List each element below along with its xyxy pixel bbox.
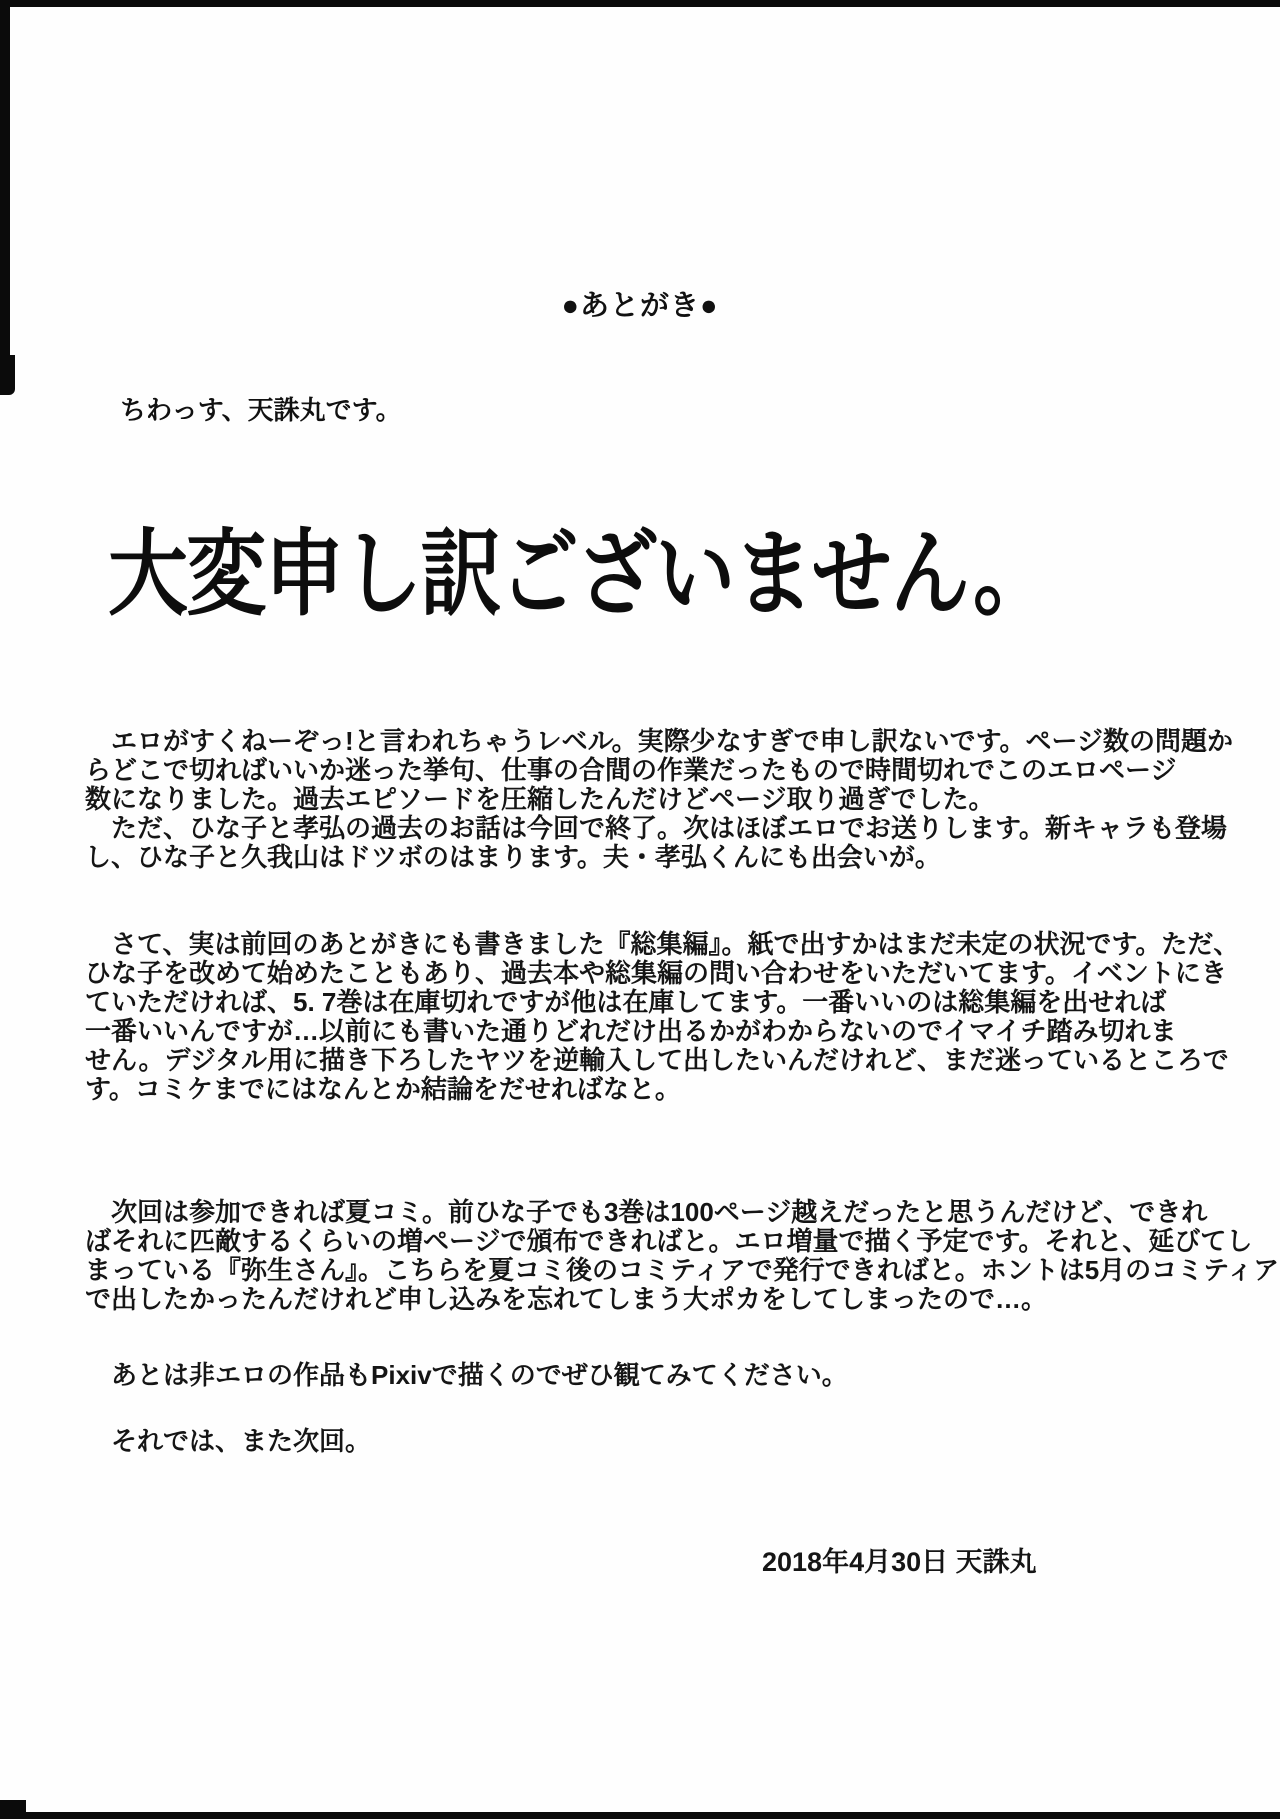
paragraph-2: [85, 930, 1239, 1104]
text-line: し、ひな子と久我山はドツボのはまります。夫・孝弘くんにも出会いが。: [85, 842, 941, 872]
text-line: らどこで切ればいいか迷った挙句、仕事の合間の作業だったもので時間切れでこのエロページ: [85, 755, 1177, 785]
text-line: ていただければ、5. 7巻は在庫切れですが他は在庫してます。一番いいのは総集編を出せれば: [85, 987, 1167, 1017]
text-line: それでは、また次回。: [85, 1426, 372, 1456]
text-line: で出したかったんだけれど申し込みを忘れてしまう大ポカをしてしまったので…。: [85, 1284, 1048, 1314]
scan-edge-bottom: [0, 1812, 1280, 1819]
paragraph-5: [85, 1427, 371, 1456]
text-line: さて、実は前回のあとがきにも書きました『総集編』。紙で出すかはまだ未定の状況です。ただ、: [85, 929, 1240, 959]
scan-edge-bottom-left: [0, 1800, 26, 1819]
text-line: 次回は参加できれば夏コミ。前ひな子でも3巻は100ページ越えだったと思うんだけど、できれ: [85, 1197, 1208, 1227]
text-line: ただ、ひな子と孝弘の過去のお話は今回で終了。次はほぼエロでお送りします。新キャラも登場: [85, 813, 1227, 843]
text-line: エロがすくねーぞっ!と言われちゃうレベル。実際少なすぎで申し訳ないです。ページ数の問題か: [85, 726, 1233, 756]
text-line: せん。デジタル用に描き下ろしたヤツを逆輸入して出したいんだけれど、まだ迷っているところで: [85, 1045, 1229, 1075]
text-line: す。コミケまでにはなんとか結論をだせればなと。: [85, 1074, 681, 1104]
apology-headline: 大変申し訳ございません。: [108, 521, 1052, 626]
scan-edge-left-blob: [0, 355, 15, 395]
paragraph-4: [85, 1361, 848, 1390]
paragraph-1: [85, 727, 1233, 872]
text-line: ひな子を改めて始めたこともあり、過去本や総集編の問い合わせをいただいてます。イベントにき: [85, 958, 1227, 988]
date-signature: 2018年4月30日 天誅丸: [762, 1547, 1037, 1577]
text-line: 一番いいんですが…以前にも書いた通りどれだけ出るかがわからないのでイマイチ踏み切れま: [85, 1016, 1177, 1046]
text-line: まっている『弥生さん』。こちらを夏コミ後のコミティアで発行できればと。ホントは5月のコミティア: [85, 1255, 1280, 1285]
section-title: ●あとがき●: [561, 290, 719, 322]
text-line: ばそれに匹敵するくらいの増ページで頒布できればと。エロ増量で描く予定です。それと、延びてし: [85, 1226, 1253, 1256]
text-line: 数になりました。過去エピソードを圧縮したんだけどページ取り過ぎでした。: [85, 784, 995, 814]
text-line: あとは非エロの作品もPixivで描くのでぜひ観てみてください。: [85, 1360, 848, 1390]
paragraph-3: [85, 1198, 1279, 1314]
greeting-text: ちわっす、天誅丸です。: [120, 395, 402, 425]
scan-edge-top: [0, 0, 1280, 7]
